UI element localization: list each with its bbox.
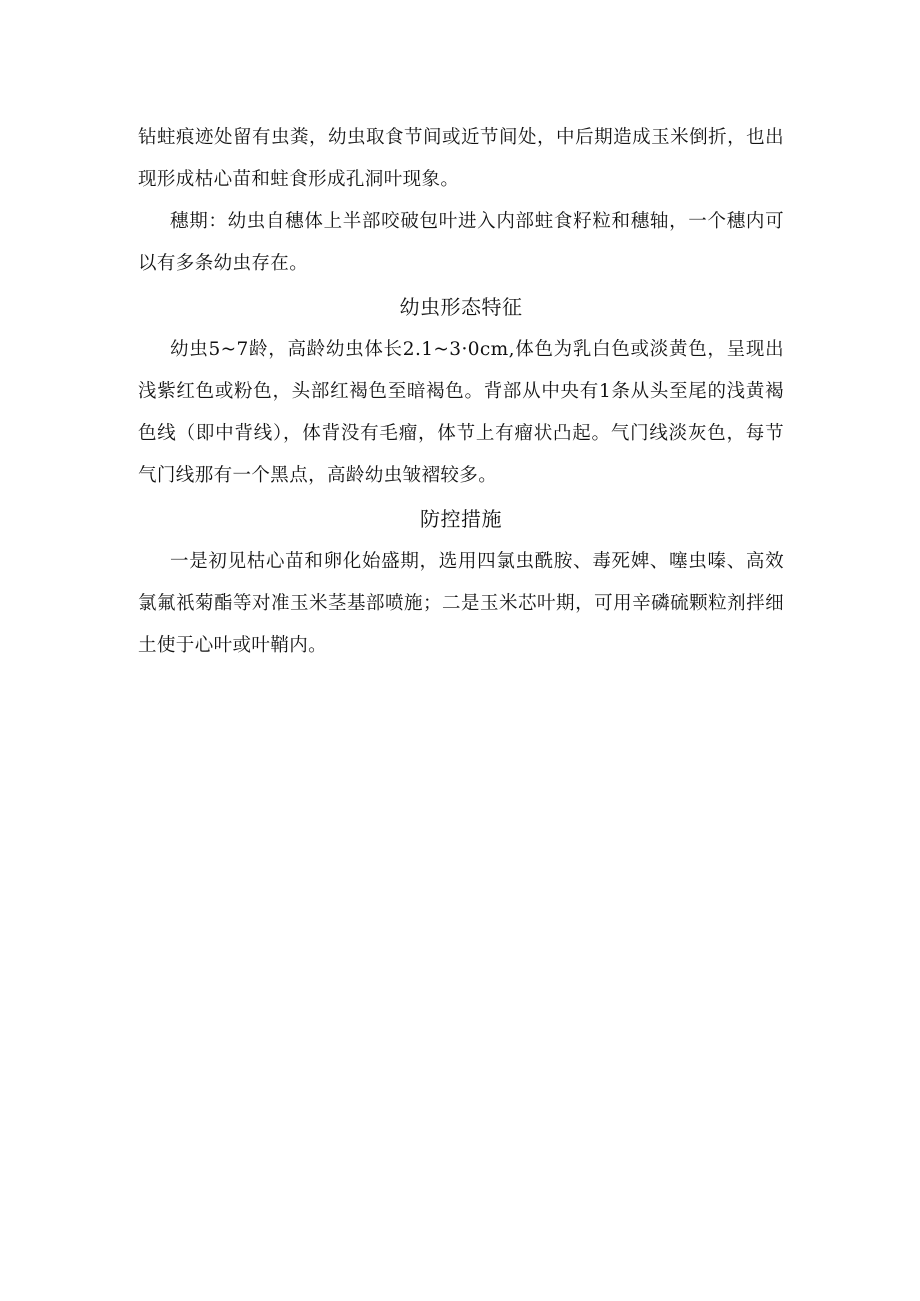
paragraph-ear-stage: 穗期：幼虫自穗体上半部咬破包叶进入内部蛀食籽粒和穗轴，一个穗内可以有多条幼虫存在。 (138, 211, 784, 274)
section-heading-control-measures: 防控措施 (420, 507, 502, 531)
section-heading-larva-morphology: 幼虫形态特征 (399, 295, 523, 319)
paragraph-stem-damage: 钻蛀痕迹处留有虫粪，幼虫取食节间或近节间处，中后期造成玉米倒折，也出现形成枯心苗和蛀食形成孔洞叶现象。 (138, 127, 784, 190)
paragraph-control-measures: 一是初见枯心苗和卵化始盛期，选用四氯虫酰胺、毒死婢、噻虫嗪、高效氯氟祇菊酯等对准玉米茎基部喷施；二是玉米芯叶期，可用辛磷硫颗粒剂拌细土使于心叶或叶鞘内。 (138, 551, 784, 656)
paragraph-larva-morphology: 幼虫5~7龄，高龄幼虫体长2.1~3·0cm,体色为乳白色或淡黄色，呈现出浅紫红色或粉色，头部红褐色至暗褐色。背部从中央有1条从头至尾的浅黄褐色线（即中背线），体背没有毛瘤，体节上有瘤状凸起。气门线淡灰色，每节气门线那有一个黑点，高龄幼虫皱褶较多。 (138, 339, 784, 486)
document-body (138, 117, 784, 667)
